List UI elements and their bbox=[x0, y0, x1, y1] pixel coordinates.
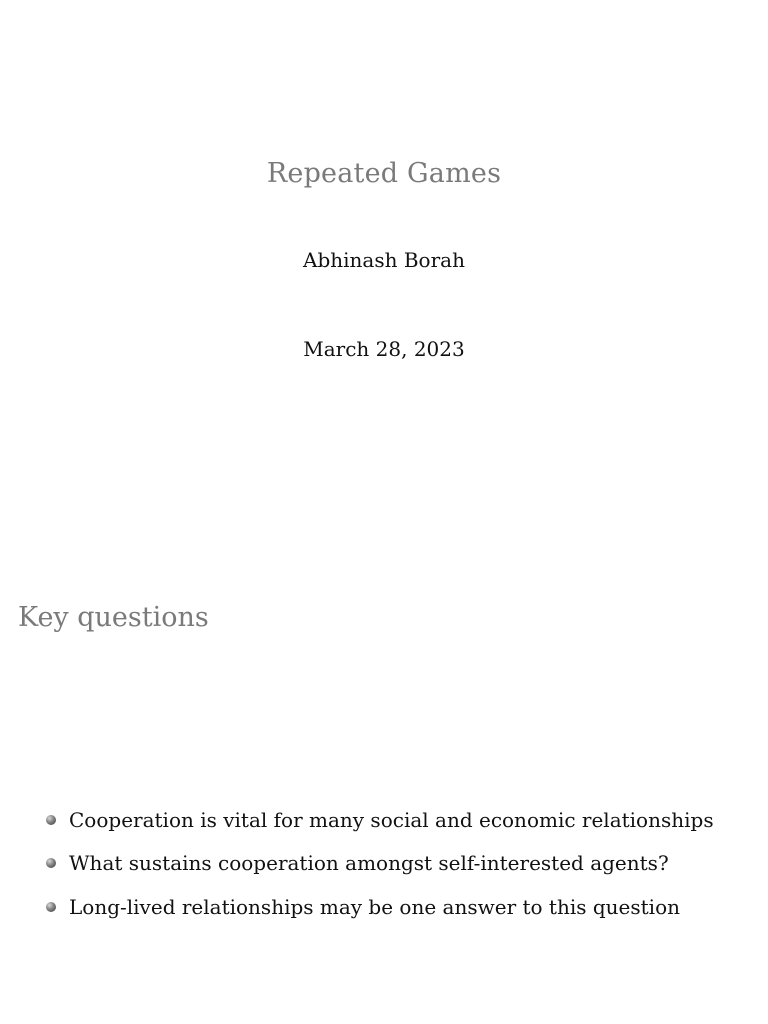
ball-bullet-icon bbox=[46, 858, 56, 868]
bullet-text: Cooperation is vital for many social and economic relationships bbox=[69, 807, 714, 832]
frame-title: Key questions bbox=[18, 602, 209, 633]
bullet-list bbox=[46, 798, 714, 929]
ball-bullet-icon bbox=[46, 902, 56, 912]
author-name: Abhinash Borah bbox=[303, 248, 465, 272]
presentation-date: March 28, 2023 bbox=[303, 337, 465, 361]
key-questions-slide bbox=[0, 512, 768, 1024]
bullet-text: Long-lived relationships may be one answer to this question bbox=[69, 894, 680, 919]
list-item bbox=[46, 885, 714, 929]
ball-bullet-icon bbox=[46, 815, 56, 825]
bullet-text: What sustains cooperation amongst self-interested agents? bbox=[69, 851, 669, 876]
list-item bbox=[46, 798, 714, 842]
list-item bbox=[46, 842, 714, 886]
presentation-title: Repeated Games bbox=[266, 158, 502, 189]
